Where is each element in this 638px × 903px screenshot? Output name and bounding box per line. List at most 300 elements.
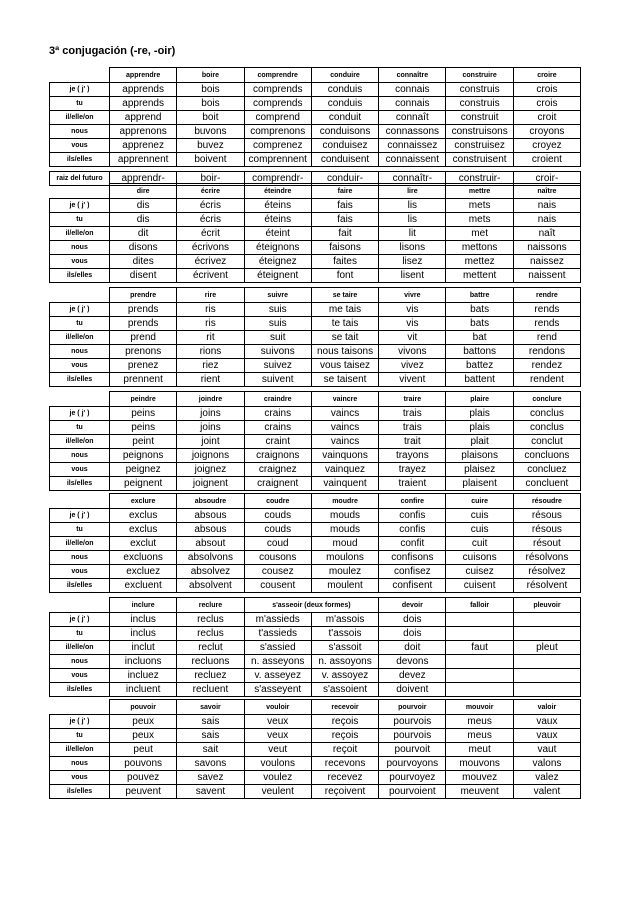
verb-form: t'assieds <box>244 627 311 641</box>
conjugation-row <box>50 111 581 125</box>
verb-form: reçoit <box>311 743 378 757</box>
conjugation-row <box>50 579 581 593</box>
verb-form: lisons <box>379 241 446 255</box>
verb-header: devoir <box>379 598 446 613</box>
conjugation-row <box>50 627 581 641</box>
verb-form: apprennent <box>110 153 177 167</box>
verb-form: rions <box>177 345 244 359</box>
verb-header: se taire <box>311 288 378 303</box>
verb-form: prennent <box>110 373 177 387</box>
verb-form: confit <box>379 537 446 551</box>
verb-form: peins <box>110 407 177 421</box>
verb-form: inclus <box>110 627 177 641</box>
verb-form: mouvons <box>446 757 513 771</box>
verb-form: prenez <box>110 359 177 373</box>
verb-form <box>513 669 580 683</box>
conjugation-table <box>49 597 581 697</box>
verb-header-row <box>50 288 581 303</box>
verb-form: cousent <box>244 579 311 593</box>
verb-form: cuisent <box>446 579 513 593</box>
verb-form: craignons <box>244 449 311 463</box>
verb-form <box>446 683 513 697</box>
verb-form: se taisent <box>311 373 378 387</box>
conjugation-table <box>49 287 581 387</box>
verb-form: moulons <box>311 551 378 565</box>
verb-form: se tait <box>311 331 378 345</box>
verb-form: naît <box>513 227 580 241</box>
verb-form: peignent <box>110 477 177 491</box>
verb-form: rit <box>177 331 244 345</box>
verb-form: dis <box>110 213 177 227</box>
verb-form: incluons <box>110 655 177 669</box>
pronoun-label: nous <box>50 125 110 139</box>
verb-form: suit <box>244 331 311 345</box>
conjugation-row <box>50 715 581 729</box>
verb-form: moud <box>311 537 378 551</box>
verb-form: pourvois <box>379 715 446 729</box>
verb-form: conclut <box>513 435 580 449</box>
conjugation-row <box>50 613 581 627</box>
verb-form: dit <box>110 227 177 241</box>
verb-form: s'assied <box>244 641 311 655</box>
verb-form: vivons <box>379 345 446 359</box>
verb-form <box>446 627 513 641</box>
verb-form: buvez <box>177 139 244 153</box>
verb-form: craignez <box>244 463 311 477</box>
pronoun-label: raiz del futuro <box>50 172 110 186</box>
verb-form: n. asseyons <box>244 655 311 669</box>
verb-form: cuis <box>446 509 513 523</box>
pronoun-label: tu <box>50 421 110 435</box>
pronoun-label: vous <box>50 255 110 269</box>
verb-form: plaisons <box>446 449 513 463</box>
verb-header: rire <box>177 288 244 303</box>
verb-form: couds <box>244 509 311 523</box>
verb-form: nous taisons <box>311 345 378 359</box>
conjugation-row <box>50 463 581 477</box>
verb-form: cousez <box>244 565 311 579</box>
pronoun-label: tu <box>50 729 110 743</box>
verb-form: construisent <box>446 153 513 167</box>
conjugation-row <box>50 227 581 241</box>
header-corner <box>50 288 110 303</box>
pronoun-label: je ( j' ) <box>50 303 110 317</box>
pronoun-label: nous <box>50 655 110 669</box>
conjugation-row <box>50 213 581 227</box>
pronoun-label: vous <box>50 669 110 683</box>
verb-form: plait <box>446 435 513 449</box>
verb-form: veut <box>244 743 311 757</box>
verb-form: joins <box>177 407 244 421</box>
verb-header: construire <box>446 68 513 83</box>
pronoun-label: il/elle/on <box>50 111 110 125</box>
verb-form: ris <box>177 303 244 317</box>
verb-header: s'asseoir (deux formes) <box>244 598 379 613</box>
verb-form: absolvent <box>177 579 244 593</box>
pronoun-label: il/elle/on <box>50 743 110 757</box>
verb-header: naître <box>513 184 580 199</box>
verb-form: mouds <box>311 509 378 523</box>
pronoun-label: vous <box>50 463 110 477</box>
verb-header: recevoir <box>311 700 378 715</box>
verb-form: croit <box>513 111 580 125</box>
verb-form: comprennent <box>244 153 311 167</box>
verb-form: joins <box>177 421 244 435</box>
pronoun-label: tu <box>50 317 110 331</box>
verb-form: battent <box>446 373 513 387</box>
verb-form: mettez <box>446 255 513 269</box>
verb-form: valez <box>513 771 580 785</box>
verb-form <box>513 627 580 641</box>
verb-form: vivez <box>379 359 446 373</box>
verb-form: veux <box>244 729 311 743</box>
verb-form: devons <box>379 655 446 669</box>
verb-form: reçois <box>311 729 378 743</box>
verb-form: comprendr- <box>244 172 311 186</box>
verb-form: concluent <box>513 477 580 491</box>
pronoun-label: je ( j' ) <box>50 509 110 523</box>
pronoun-label: il/elle/on <box>50 537 110 551</box>
pronoun-label: nous <box>50 241 110 255</box>
verb-form: vainquent <box>311 477 378 491</box>
verb-form: rend <box>513 331 580 345</box>
verb-form: peignons <box>110 449 177 463</box>
verb-form: mouvez <box>446 771 513 785</box>
pronoun-label: tu <box>50 523 110 537</box>
pronoun-label: tu <box>50 627 110 641</box>
verb-form: me tais <box>311 303 378 317</box>
verb-form: mets <box>446 213 513 227</box>
pronoun-label: je ( j' ) <box>50 83 110 97</box>
verb-form: prend <box>110 331 177 345</box>
verb-form: buvons <box>177 125 244 139</box>
verb-form: rendons <box>513 345 580 359</box>
verb-form: dites <box>110 255 177 269</box>
verb-form: recevons <box>311 757 378 771</box>
header-corner <box>50 700 110 715</box>
verb-header: inclure <box>110 598 177 613</box>
verb-form: devez <box>379 669 446 683</box>
verb-form: pourvois <box>379 729 446 743</box>
verb-form: vaux <box>513 715 580 729</box>
verb-form: rends <box>513 317 580 331</box>
verb-form: absous <box>177 523 244 537</box>
verb-header: prendre <box>110 288 177 303</box>
verb-form: cuisons <box>446 551 513 565</box>
verb-header: plaire <box>446 392 513 407</box>
verb-header: conclure <box>513 392 580 407</box>
conjugation-row <box>50 345 581 359</box>
verb-form: écrivez <box>177 255 244 269</box>
verb-form: pourvoyez <box>379 771 446 785</box>
verb-form: construir- <box>446 172 513 186</box>
verb-form: éteignez <box>244 255 311 269</box>
conjugation-row <box>50 373 581 387</box>
conjugation-row <box>50 729 581 743</box>
conjugation-row <box>50 331 581 345</box>
verb-form: cuisez <box>446 565 513 579</box>
verb-form: croyez <box>513 139 580 153</box>
verb-header: comprendre <box>244 68 311 83</box>
verb-form: meuvent <box>446 785 513 799</box>
verb-form: vaux <box>513 729 580 743</box>
verb-form: croir- <box>513 172 580 186</box>
verb-form: joint <box>177 435 244 449</box>
verb-header: savoir <box>177 700 244 715</box>
verb-form: conclus <box>513 421 580 435</box>
verb-header-row <box>50 184 581 199</box>
verb-form: trait <box>379 435 446 449</box>
verb-form: trais <box>379 407 446 421</box>
conjugation-table <box>49 493 581 593</box>
verb-form: prends <box>110 303 177 317</box>
verb-form: vaincs <box>311 435 378 449</box>
pronoun-label: nous <box>50 449 110 463</box>
pronoun-label: il/elle/on <box>50 641 110 655</box>
verb-form: éteignons <box>244 241 311 255</box>
verb-form: m'assois <box>311 613 378 627</box>
verb-header: écrire <box>177 184 244 199</box>
conjugation-row <box>50 523 581 537</box>
verb-form: riez <box>177 359 244 373</box>
verb-form: résolvent <box>513 579 580 593</box>
verb-form: doit <box>379 641 446 655</box>
pronoun-label: vous <box>50 359 110 373</box>
verb-header: battre <box>446 288 513 303</box>
header-corner <box>50 392 110 407</box>
verb-header: traire <box>379 392 446 407</box>
verb-form: rendez <box>513 359 580 373</box>
pronoun-label: ils/elles <box>50 477 110 491</box>
verb-form: plais <box>446 421 513 435</box>
verb-form: suis <box>244 317 311 331</box>
verb-form: conclus <box>513 407 580 421</box>
verb-form: connais <box>379 83 446 97</box>
conjugation-row <box>50 317 581 331</box>
conjugation-table <box>49 67 581 186</box>
verb-form: mouds <box>311 523 378 537</box>
verb-header-row <box>50 598 581 613</box>
conjugation-row <box>50 757 581 771</box>
verb-form: exclus <box>110 509 177 523</box>
verb-form: lis <box>379 213 446 227</box>
verb-header-row <box>50 392 581 407</box>
conjugation-row <box>50 241 581 255</box>
verb-form: absous <box>177 509 244 523</box>
verb-form: nais <box>513 199 580 213</box>
verb-form: trais <box>379 421 446 435</box>
verb-header: vaincre <box>311 392 378 407</box>
conjugation-row <box>50 359 581 373</box>
pronoun-label: nous <box>50 345 110 359</box>
verb-form: construisez <box>446 139 513 153</box>
verb-form: pourvoyons <box>379 757 446 771</box>
verb-form: apprendr- <box>110 172 177 186</box>
verb-header: conduire <box>311 68 378 83</box>
conjugation-row <box>50 641 581 655</box>
verb-form: pleut <box>513 641 580 655</box>
verb-form: rient <box>177 373 244 387</box>
verb-form: s'asseyent <box>244 683 311 697</box>
verb-form: peuvent <box>110 785 177 799</box>
verb-form: v. asseyez <box>244 669 311 683</box>
verb-form: font <box>311 269 378 283</box>
verb-header: faire <box>311 184 378 199</box>
verb-form <box>446 669 513 683</box>
verb-form: bois <box>177 83 244 97</box>
verb-form: battons <box>446 345 513 359</box>
header-corner <box>50 184 110 199</box>
verb-form: cuis <box>446 523 513 537</box>
conjugation-row <box>50 153 581 167</box>
verb-form: bats <box>446 303 513 317</box>
verb-form: mets <box>446 199 513 213</box>
conjugation-table <box>49 183 581 283</box>
pronoun-label: je ( j' ) <box>50 715 110 729</box>
verb-form: comprend <box>244 111 311 125</box>
verb-form: lisez <box>379 255 446 269</box>
verb-form: incluez <box>110 669 177 683</box>
conjugation-row <box>50 669 581 683</box>
pronoun-label: ils/elles <box>50 579 110 593</box>
verb-form: voulez <box>244 771 311 785</box>
verb-form: naissent <box>513 269 580 283</box>
verb-form: absout <box>177 537 244 551</box>
verb-form: concluons <box>513 449 580 463</box>
verb-form: vous taisez <box>311 359 378 373</box>
conjugation-row <box>50 551 581 565</box>
verb-form: trayez <box>379 463 446 477</box>
verb-form: ris <box>177 317 244 331</box>
conjugation-row <box>50 509 581 523</box>
verb-form <box>446 655 513 669</box>
verb-header: mettre <box>446 184 513 199</box>
verb-form: résout <box>513 537 580 551</box>
page-title: 3ª conjugación (-re, -oir) <box>49 45 176 57</box>
verb-header: moudre <box>311 494 378 509</box>
verb-form: sais <box>177 729 244 743</box>
verb-form: vainquons <box>311 449 378 463</box>
verb-header: joindre <box>177 392 244 407</box>
pronoun-label: ils/elles <box>50 269 110 283</box>
pronoun-label: tu <box>50 213 110 227</box>
verb-form: écrivons <box>177 241 244 255</box>
verb-form: v. assoyez <box>311 669 378 683</box>
verb-form: construisons <box>446 125 513 139</box>
conjugation-row <box>50 743 581 757</box>
verb-form: résous <box>513 523 580 537</box>
verb-form: nais <box>513 213 580 227</box>
pronoun-label: je ( j' ) <box>50 199 110 213</box>
pronoun-label: je ( j' ) <box>50 613 110 627</box>
verb-form: fais <box>311 199 378 213</box>
verb-header: connaître <box>379 68 446 83</box>
verb-form: prends <box>110 317 177 331</box>
verb-form: boir- <box>177 172 244 186</box>
verb-form: peint <box>110 435 177 449</box>
verb-form: valons <box>513 757 580 771</box>
pronoun-label: il/elle/on <box>50 331 110 345</box>
verb-form: éteignent <box>244 269 311 283</box>
verb-form: veux <box>244 715 311 729</box>
header-corner <box>50 598 110 613</box>
pronoun-label: tu <box>50 97 110 111</box>
verb-form: s'assoit <box>311 641 378 655</box>
verb-form: croyons <box>513 125 580 139</box>
verb-form: dis <box>110 199 177 213</box>
verb-form: vit <box>379 331 446 345</box>
verb-form: conduisez <box>311 139 378 153</box>
verb-form: recluez <box>177 669 244 683</box>
pronoun-label: ils/elles <box>50 373 110 387</box>
verb-header: absoudre <box>177 494 244 509</box>
conjugation-row <box>50 199 581 213</box>
verb-form: m'assieds <box>244 613 311 627</box>
verb-form: conduisent <box>311 153 378 167</box>
verb-header-row <box>50 68 581 83</box>
verb-form: reçois <box>311 715 378 729</box>
verb-form: écrit <box>177 227 244 241</box>
verb-form: vivent <box>379 373 446 387</box>
verb-form: veulent <box>244 785 311 799</box>
verb-form: dois <box>379 613 446 627</box>
verb-header: peindre <box>110 392 177 407</box>
verb-form: comprenons <box>244 125 311 139</box>
verb-form: mettons <box>446 241 513 255</box>
verb-form: meus <box>446 729 513 743</box>
verb-header-row <box>50 494 581 509</box>
verb-form: écrivent <box>177 269 244 283</box>
verb-form: connaît <box>379 111 446 125</box>
verb-header: pleuvoir <box>513 598 580 613</box>
verb-form: recevez <box>311 771 378 785</box>
verb-header: vouloir <box>244 700 311 715</box>
verb-form: met <box>446 227 513 241</box>
verb-form: vaut <box>513 743 580 757</box>
verb-form: sais <box>177 715 244 729</box>
verb-form: recluons <box>177 655 244 669</box>
verb-form: conduis <box>311 97 378 111</box>
verb-form: disent <box>110 269 177 283</box>
conjugation-row <box>50 785 581 799</box>
verb-header: vivre <box>379 288 446 303</box>
verb-form: suivez <box>244 359 311 373</box>
verb-form: inclut <box>110 641 177 655</box>
verb-form: connaissent <box>379 153 446 167</box>
conjugation-row <box>50 477 581 491</box>
conjugation-table <box>49 391 581 491</box>
verb-header: suivre <box>244 288 311 303</box>
conjugation-row <box>50 565 581 579</box>
verb-form: apprends <box>110 83 177 97</box>
verb-form: joignons <box>177 449 244 463</box>
conjugation-row <box>50 269 581 283</box>
verb-form: crains <box>244 421 311 435</box>
conjugation-row <box>50 683 581 697</box>
verb-form: peut <box>110 743 177 757</box>
verb-form: conduir- <box>311 172 378 186</box>
verb-form: faisons <box>311 241 378 255</box>
verb-form: s'assoient <box>311 683 378 697</box>
verb-form <box>513 683 580 697</box>
verb-form: résolvons <box>513 551 580 565</box>
verb-header: éteindre <box>244 184 311 199</box>
pronoun-label: il/elle/on <box>50 227 110 241</box>
verb-form: savons <box>177 757 244 771</box>
verb-form: crains <box>244 407 311 421</box>
verb-form: vis <box>379 317 446 331</box>
pronoun-label: il/elle/on <box>50 435 110 449</box>
